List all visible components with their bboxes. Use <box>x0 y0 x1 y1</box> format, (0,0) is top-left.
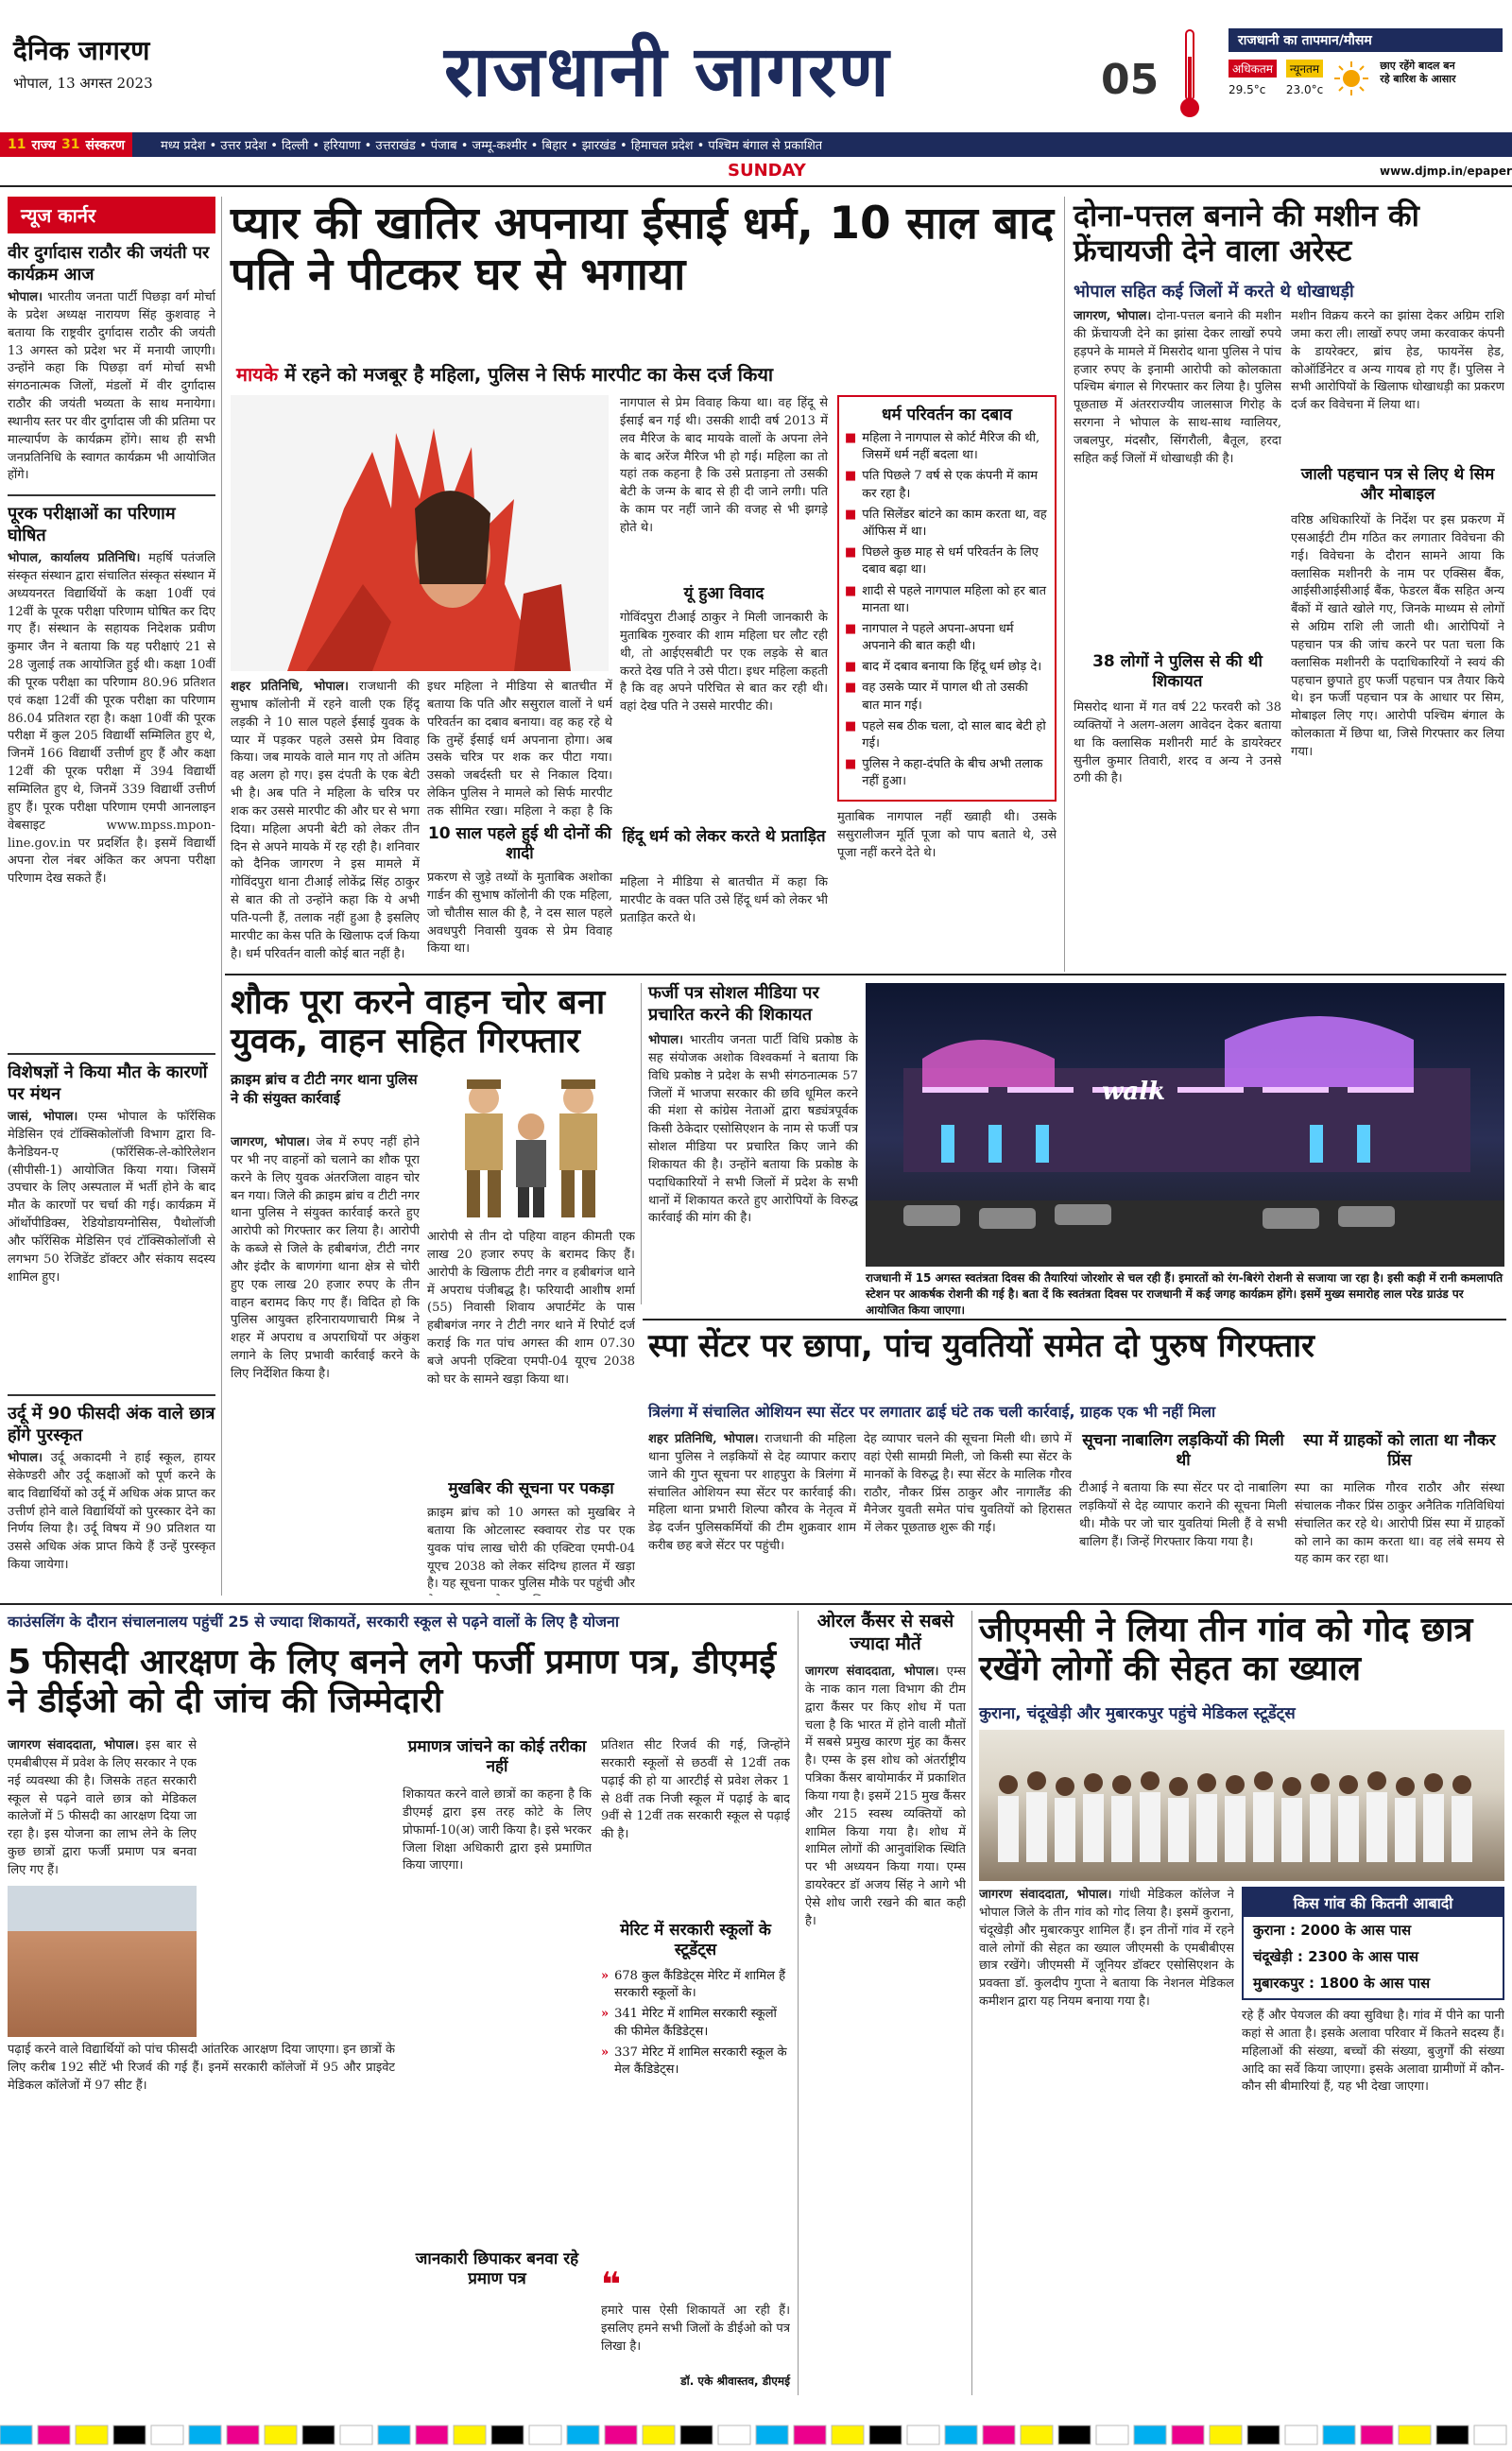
reservation-col4-text: प्रतिशत सीट रिजर्व की गई, जिन्होंने सरकारी स्कूलों से छठवीं से 12वीं तक पढ़ाई की हो या आरटीई से प्रवेश लेकर 1 से 8वीं तक निजी स्कूल में पढ़ाई के बाद 9वीं से 12वीं तक सरकारी स्कूल से पढ़ाई की है। <box>601 1738 790 1842</box>
corner-item <box>8 243 215 483</box>
registration-swatch <box>1361 2425 1393 2444</box>
vehicle-col2b-text: क्राइम ब्रांच को 10 अगस्त को मुखबिर ने बताया कि ओटलास्ट स्क्वायर रोड पर एक युवक पांच लाख चोरी की एक्टिवा एमपी-04 यूएच 2038 को लेकर संदिग्ध हालत में खड़ा है। यह सूचना पाकर पुलिस मौके पर पहुंची और <box>427 1506 635 1592</box>
news-corner-title: न्यूज कार्नर <box>8 197 215 233</box>
spa-col3 <box>1079 1480 1287 1596</box>
badge-pages: 11 <box>8 137 26 152</box>
registration-swatch <box>605 2425 637 2444</box>
arrest-col1-sub: 38 लोगों ने पुलिस से की थी शिकायत <box>1092 652 1263 692</box>
fakefir-body <box>648 1032 858 1306</box>
village-box <box>1242 1887 1504 2000</box>
max-label: अधिकतम <box>1228 60 1277 78</box>
badge-word: संस्करण <box>85 137 125 153</box>
corner-text <box>8 1450 215 1596</box>
lead-col3c-text: महिला ने मीडिया से बातचीत में कहा कि मारपीट के वक्त पति उसे हिंदू धर्म को लेकर भी प्रताड़ित करते थे। <box>620 875 828 925</box>
bullet-icon: ■ <box>845 681 857 696</box>
registration-swatch <box>643 2425 675 2444</box>
spa-subhead: त्रिलंगा में संचालित ओशियन स्पा सेंटर पर लगातार ढाई घंटे तक चली कार्रवाई, ग्राहक एक भी नहीं मिला <box>648 1403 1216 1421</box>
color-registration-strip <box>0 2420 1512 2451</box>
vehicle-col1 <box>231 1134 420 1512</box>
thermometer-icon <box>1179 28 1200 119</box>
registration-swatch <box>832 2425 864 2444</box>
reservation-headline: 5 फीसदी आरक्षण के लिए बनने लगे फर्जी प्रमाण पत्र, डीएमई ने डीईओ को दी जांच की जिम्मेदारी <box>8 1643 776 1721</box>
reservation-col4 <box>601 1737 790 1917</box>
lead-col2b-text: प्रकरण से जुड़े तथ्यों के मुताबिक अशोका गार्डन की सुभाष कॉलोनी की एक महिला, जो चौतीस साल की है, ने दस साल पहले अवधपुरी निवासी युवक से प्रेम विवाह किया था। <box>427 871 612 957</box>
registration-swatch <box>38 2425 70 2444</box>
registration-swatch <box>1172 2425 1204 2444</box>
registration-swatch <box>680 2425 713 2444</box>
conversion-point-text: पहले सब ठीक चला, दो साल बाद बेटी हो गई। <box>862 718 1046 751</box>
conversion-point <box>845 680 1049 714</box>
corner-headline: उर्दू में 90 फीसदी अंक वाले छात्र होंगे पुरस्कृत <box>8 1404 215 1445</box>
registration-swatch <box>718 2425 750 2444</box>
conversion-point <box>845 621 1049 655</box>
registration-swatch <box>1247 2425 1280 2444</box>
registration-swatch <box>227 2425 259 2444</box>
conversion-point <box>845 507 1049 541</box>
corner-dateline: जासं, भोपाल। <box>8 1110 78 1124</box>
merit-points <box>601 1968 790 2119</box>
merit-point-text: 337 मेरिट में शामिल सरकारी स्कूल के मेल कैंडिडेट्स। <box>614 2045 787 2077</box>
lead-col3c <box>620 874 828 967</box>
spa-col4-sub: स्पा में ग्राहकों को लाता था नौकर प्रिंस <box>1303 1431 1496 1471</box>
conversion-below-text: मुताबिक नागपाल नहीं ख्वाही थी। उसके ससुरालीजन मूर्ति पूजा को पाप बताते थे, उसे पूजा नहीं करने देते थे। <box>837 810 1057 860</box>
conversion-point-text: पति सिलेंडर बांटने का काम करता था, वह ऑफिस में था। <box>862 507 1047 539</box>
vehicle-headline: शौक पूरा करने वाहन चोर बना युवक, वाहन सहित गिरफ्तार <box>231 983 606 1062</box>
gmc-headline: जीएमसी ने लिया तीन गांव को गोद छात्र रखेंगे लोगों की सेहत का ख्याल <box>979 1611 1473 1689</box>
arrest-col2-text: मशीन विक्रय करने का झांसा देकर अग्रिम राशि जमा करा ली। लाखों रुपए जमा करवाकर कंपनी के डायरेक्टर, ब्रांच हेड, फायनेंस हेड, कोऑर्डिनेटर व अन्य गायब हो गए हैं। पुलिस ने सभी आरोपियों के खिलाफ धोखाधड़ी का प्रकरण दर्ज कर विवेचना में लिया था। <box>1291 309 1504 413</box>
bullet-icon: ■ <box>845 507 857 522</box>
lead-col2-sub: 10 साल पहले हुई थी दोनों की शादी <box>427 824 612 864</box>
registration-swatch <box>907 2425 939 2444</box>
fakefir-dateline: भोपाल। <box>648 1033 683 1047</box>
lead-col2 <box>427 679 612 820</box>
gmc-col2 <box>1242 2008 1504 2391</box>
station-sign: walk <box>1102 1078 1166 1106</box>
registration-swatch <box>1323 2425 1355 2444</box>
bullet-icon: ■ <box>845 545 857 561</box>
registration-swatch <box>378 2425 410 2444</box>
conversion-box-title: धर्म परिवर्तन का दबाव <box>881 406 1012 424</box>
registration-swatch <box>1399 2425 1431 2444</box>
fakefir-text: भारतीय जनता पार्टी विधि प्रकोष्ठ के सह संयोजक अशोक विश्वकर्मा ने बताया कि विधि प्रकोष्ठ ने प्रदेश के सभी संगठनात्मक 57 जिलों में भाजपा सरकार की छवि धूमिल करने की मंशा से कांग्रेस नेताओं द्वारा षड्यंत्रपूर्वक किसी ठेकेदार एसोसिएशन के नाम से फर्जी पत्र सोशल मीडिया पर प्रचारित किए जाने की शिकायत की है। उन्होंने बताया कि प्रकोष्ठ के पदाधिकारियों ने सभी जिलों में प्रदेश के सभी थानों में शिकायत करते हुए आरोपियों के विरुद्ध कार्रवाई की मांग की है। <box>648 1033 858 1226</box>
bullet-icon: ■ <box>845 469 857 484</box>
lead-col2b <box>427 870 612 967</box>
arrest-headline: दोना-पत्तल बनाने की मशीन की फ्रेंचायजी देने वाला अरेस्ट <box>1074 198 1419 268</box>
conversion-points <box>845 430 1049 791</box>
corner-item <box>8 1394 215 1596</box>
corner-body: उर्दू अकादमी ने हाई स्कूल, हायर सेकेण्डरी और उर्दू कक्षाओं को पूर्ण करने के बाद विद्यार्थियों को उर्दू में अधिक अंक प्राप्त कर उत्तीर्ण होने वाले विद्यार्थियों को पुरस्कार देने का निर्णय लिया है। उर्दू विषय में 90 प्रतिशत या उससे अधिक अंक प्राप्त किये हैं उन्हें पुरस्कृत किया जायेगा। <box>8 1451 215 1573</box>
column-divider <box>971 1611 972 2395</box>
reservation-col2-sub: प्रमाणत्र जांचने का कोई तरीका नहीं <box>407 1737 587 1777</box>
edition-date: भोपाल, 13 अगस्त 2023 <box>13 75 153 92</box>
registration-swatch <box>416 2425 448 2444</box>
arrest-col1b-text: मिसरोद थाना में गत वर्ष 22 फरवरी को 38 व्यक्तियों ने अलग-अलग आवेदन देकर बताया था कि क्लासिक मशीनरी मार्ट के डायरेक्टर सुनील कुमार तिवारी, शरद व अन्य ने उनसे ठगी की है। <box>1074 700 1281 786</box>
gmc-col2-text: रहे हैं और पेयजल की क्या सुविधा है। गांव में पीने का पानी कहां से आता है। इसके अलावा परिवार में कितने सदस्य हैं। महिलाओं की संख्या, बच्चों की संख्या, बुजुर्गों की संख्या आदि का सर्वे किया जाएगा। इसके अलावा ग्रामीणों में कौन-कौन सी बीमारियां हैं, यह भी देखा जाएगा। <box>1242 2009 1504 2095</box>
bullet-icon: ■ <box>845 757 857 772</box>
gmc-subhead: कुराना, चंदूखेड़ी और मुबारकपुर पहुंचे मेडिकल स्टूडेंट्स <box>979 1704 1296 1723</box>
corner-body: भारतीय जनता पार्टी पिछड़ा वर्ग मोर्चा के प्रदेश अध्यक्ष नारायण सिंह कुशवाह ने बताया कि राष्ट्रवीर दुर्गादास राठौर की जयंती 13 अगस्त को प्रदेश भर में मनायी जाएगी। उन्होंने कहा कि पिछड़ा वर्ग मोर्चा सभी संगठनात्मक जिलों, मंडलों में वीर दुर्गादास राठौर की जयंती भव्यता के साथ मनायेगा। स्थानीय स्तर पर वीर दुर्गादास जी की प्रतिमा पर माल्यार्पण के कार्यक्रम होंगे। साथ ही सभी जनप्रतिनिधि के स्वागत कार्यक्रम भी आयोजित होंगे। <box>8 290 215 483</box>
village-row: कुराना : 2000 के आस पास <box>1253 1922 1412 1939</box>
reservation-col2-text: पढ़ाई करने वाले विद्यार्थियों को पांच फीसदी आंतरिक आरक्षण दिया जाएगा। इन छात्रों के लिए करीब 192 सीटें भी रिजर्व की गई हैं। इनमें सरकारी कॉलेजों में 95 और प्राइवेट मेडिकल कॉलेजों में 97 सीट हैं। <box>8 2043 395 2093</box>
village-box-title: किस गांव की कितनी आबादी <box>1244 1889 1503 1917</box>
reservation-kicker: काउंसलिंग के दौरान संचालनालय पहुंचीं 25 से ज्यादा शिकायतें, सरकारी स्कूल से पढ़ने वालों के लिए है योजना <box>8 1613 620 1631</box>
arrest-dateline: जागरण, भोपाल। <box>1074 309 1152 323</box>
column-divider <box>1064 197 1065 972</box>
corner-text <box>8 1109 215 1383</box>
registration-swatch <box>76 2425 108 2444</box>
lead-headline: प्यार की खातिर अपनाया ईसाई धर्म, 10 साल बाद पति ने पीटकर घर से भगाया <box>231 198 1055 302</box>
bullet-icon: ■ <box>845 431 857 445</box>
corner-headline: पूरक परीक्षाओं का परिणाम घोषित <box>8 504 176 545</box>
corner-body: महर्षि पतंजलि संस्कृत संस्थान द्वारा संचालित संस्कृत संस्थान में अध्ययनरत विद्यार्थियों के कक्षा 10वीं एवं 12वीं के पूरक परीक्षा परिणाम घोषित कर दिए गए हैं। संस्थान के सहायक निदेशक प्रवीण कुमार जैन ने बताया कि यह परीक्षाएं 21 से 28 जुलाई तक आयोजित हुई थी। कक्षा 10वीं की पूरक परीक्षा का परिणाम 80.96 प्रतिशत एवं कक्षा 12वीं की पूरक परीक्षा का परिणाम 86.04 प्रतिशत रहा है। कक्षा 10वीं की पूरक परीक्षा में कुल 205 विद्यार्थी सम्मिलित हुए थे, जिनमें 166 विद्यार्थी उत्तीर्ण हुए हैं और कक्षा 12वीं की पूरक परीक्षा में 394 विद्यार्थी सम्मिलित हुए थे, जिनमें 339 विद्यार्थी उत्तीर्ण हुए हैं। पूरक परीक्षा परिणाम एमपी आनलाइन वेबसाइट www.mpss.mpon-line.gov.in पर प्रदर्शित है। इसमें विद्यार्थी अपना रोल नंबर अंकित कर अपना परीक्षा परिणाम देख सकते हैं। <box>8 551 215 887</box>
quote-text: हमारे पास ऐसी शिकायतें आ रही हैं। इसलिए हमने सभी जिलों के डीईओ को पत्र लिखा है। <box>601 2304 790 2354</box>
lead-subhead-rest: में रहने को मजबूर है महिला, पुलिस ने सिर्फ मारपीट का केस दर्ज किया <box>284 363 774 386</box>
column-divider <box>798 1611 799 2395</box>
reservation-col4-sub: मेरिट में सरकारी स्कूलों के स्टूडेंट्स <box>620 1921 771 1960</box>
registration-swatch <box>1474 2425 1506 2444</box>
fakefir-headline: फर्जी पत्र सोशल मीडिया पर प्रचारित करने की शिकायत <box>648 983 819 1025</box>
police-illustration <box>427 1070 635 1221</box>
weather-heading: राजधानी का तापमान/मौसम <box>1228 28 1503 52</box>
registration-swatch <box>265 2425 297 2444</box>
registration-swatch <box>1436 2425 1469 2444</box>
students-photo <box>979 1730 1504 1881</box>
registration-swatch <box>567 2425 599 2444</box>
lead-col1b-text: शनिवार को दैनिक जागरण ने इस मामले में गोविंदपुरा थाना टीआई लोकेंद्र सिंह ठाकुर से बात की तो उन्होंने कहा कि ये अभी पति-पत्नी हैं, तलाक नहीं हुआ है इसलिए मारपीट का केस पति के खिलाफ दर्ज किया है। धर्म परिवर्तन वाली कोई बात नहीं है। <box>231 839 420 961</box>
gmc-col1-text: गांधी मेडिकल कॉलेज ने भोपाल जिले के तीन गांव को गोद लिया है। इसमें कुराना, चंदूखेड़ी और मुबारकपुर शामिल हैं। इन तीनों गांव में रहने वाले लोगों की सेहत का ख्याल जीएमसी के एमबीबीएस छात्र रखेंगे। जीएमसी में जूनियर डॉक्टर एसोसिएशन के प्रवक्ता डॉ. कुलदीप गुप्ता ने बताया कि नेशनल मेडिकल कमीशन द्वारा यह नियम बनाया गया है। <box>979 1888 1234 2010</box>
conversion-point-text: महिला ने नागपाल से कोर्ट मैरिज की थी, जिसमें धर्म नहीं बदला था। <box>862 431 1040 463</box>
registration-swatch <box>794 2425 826 2444</box>
registration-swatch <box>983 2425 1015 2444</box>
corner-item <box>8 494 215 1042</box>
cancer-headline: ओरल कैंसर से सबसे ज्यादा मौतें <box>816 1611 954 1654</box>
conversion-point <box>845 659 1049 676</box>
spa-col4-text: स्पा का मालिक गौरव राठौर और संस्था संचालक नौकर प्रिंस ठाकुर अनैतिक गतिविधियां संचालित कर रहे थे। आरोपी प्रिंस स्पा में ग्राहकों को लाने का काम करता था। वह लंबे समय से यह काम कर रहा था। <box>1295 1481 1504 1567</box>
conversion-point-text: शादी से पहले नागपाल महिला को हर बात मानता था। <box>862 583 1047 615</box>
registration-swatch <box>869 2425 902 2444</box>
dme-quote <box>601 2266 790 2391</box>
conversion-point <box>845 468 1049 502</box>
gmc-col1 <box>979 1887 1234 2391</box>
reservation-col3 <box>403 1786 592 2070</box>
arrest-col2b <box>1291 512 1504 967</box>
spa-headline: स्पा सेंटर पर छापा, पांच युवतियों समेत दो पुरुष गिरफ्तार <box>648 1327 1314 1365</box>
website: www.djmp.in/epaper <box>1380 164 1512 178</box>
lead-col3 <box>620 395 828 579</box>
spa-col3-sub: सूचना नाबालिग लड़कियों की मिली थी <box>1082 1431 1284 1471</box>
registration-swatch <box>151 2425 183 2444</box>
lead-illustration <box>231 395 609 671</box>
arrest-col1b <box>1074 699 1281 967</box>
conversion-point <box>845 583 1049 617</box>
conversion-point <box>845 756 1049 790</box>
photo-caption: राजधानी में 15 अगस्त स्वतंत्रता दिवस की तैयारियां जोरशोर से चल रही हैं। इमारतों को रंग-बिरंगे रोशनी से सजाया जा रहा है। इसी कड़ी में रानी कमलापति स्टेशन पर आकर्षक रोशनी की गई है। बता दें कि स्वतंत्रता दिवस पर राजधानी में कई जगह कार्यक्रम होंगे। इसमें मुख्य समारोह लाल परेड ग्राउंड पर आयोजित किया जाएगा। <box>866 1271 1503 1317</box>
corner-headline: विशेषज्ञों ने किया मौत के कारणों पर मंथन <box>8 1062 208 1104</box>
merit-point <box>601 2006 790 2040</box>
conversion-point-text: पिछले कुछ माह से धर्म परिवर्तन के लिए दबाव बढ़ा था। <box>862 545 1039 578</box>
gmc-dateline: जागरण संवाददाता, भोपाल। <box>979 1888 1112 1902</box>
bullet-icon: ■ <box>845 583 857 598</box>
registration-swatch <box>945 2425 977 2444</box>
reservation-col3-text: शिकायत करने वाले छात्रों का कहना है कि डीएमई द्वारा इस तरह कोटे के लिए प्रोफार्मा-10(अ) जारी किया है। इसे भरकर जिला शिक्षा अधिकारी द्वारा इसे प्रमाणित किया जाएगा। <box>403 1787 592 1873</box>
vehicle-col2 <box>427 1229 635 1475</box>
cancer-dateline: जागरण संवाददाता, भोपाल। <box>805 1665 939 1679</box>
edition-bar <box>0 132 1512 157</box>
vehicle-subhead: क्राइम ब्रांच व टीटी नगर थाना पुलिस ने की संयुक्त कार्रवाई <box>231 1071 418 1108</box>
lead-col3b-text: गोविंदपुरा टीआई ठाकुर ने मिली जानकारी के मुताबिक गुरुवार की शाम महिला घर लौट रही थी, तो आईएसबीटी पर एक लड़के से बात करते देख पति ने उसे पीटा। इधर महिला कहती है कि वह अपने परिचित से बात कर रही थी। वहां देख पति ने उससे मारपीट की। <box>620 611 828 715</box>
reservation-dateline: जागरण संवाददाता, भोपाल। <box>8 1738 139 1752</box>
badge-num: 31 <box>60 137 80 152</box>
column-divider <box>221 197 222 1596</box>
quote-icon: ❝ <box>601 2266 622 2304</box>
merit-point <box>601 1968 790 2002</box>
lead-col3-text: नागपाल से प्रेम विवाह किया था। वह हिंदू से ईसाई बन गई थी। उसकी शादी वर्ष 2013 में लव मैरिज के बाद मायके वालों के अपना लेने के बाद अरेंज मैरिज भी हो गई। महिला का तो यहां तक कहना है कि उसे प्रताड़ना तो उसकी बेटी के जन्म के बाद से ही दी जाने लगी। पति के काम पर नहीं जाने की वजह से भी झगड़े होते थे। <box>620 396 828 535</box>
quote-by: डॉ. एके श्रीवास्तव, डीएमई <box>680 2374 790 2388</box>
section-rule <box>225 974 1506 975</box>
registration-swatch <box>1134 2425 1166 2444</box>
corner-body: एम्स भोपाल के फॉरेंसिक मेडिसिन एवं टॉक्सिकोलॉजी विभाग द्वारा वि-कैनेडियन-ए (फॉरेंसिक-ले-कोरिलेशन (सीपीसी-1) आयोजित किया गया। जिसमें उपचार के लिए अस्पताल में भर्ती होने के बाद मौत के कारणों पर चर्चा की गई। कार्यक्रम में ऑर्थोपीडिक्स, रेडियोडायग्नोसिस, पैथोलॉजी और फॉरेंसिक मेडिसिन एवं टॉक्सिकोलॉजी से लगभग 50 रेजिडेंट डॉक्टर और संकाय सदस्य शामिल हुए। <box>8 1110 215 1285</box>
village-row: मुबारकपुर : 1800 के आस पास <box>1253 1975 1431 1992</box>
registration-swatch <box>1021 2425 1053 2444</box>
conversion-point-text: नागपाल ने पहले अपना-अपना धर्म अपनाने की बात कही थी। <box>862 621 1014 654</box>
lead-col3-sub: यूं हुआ विवाद <box>683 584 765 603</box>
village-row: चंदूखेड़ी : 2300 के आस पास <box>1253 1948 1419 1965</box>
vehicle-col2-sub: मुखबिर की सूचना पर पकड़ा <box>448 1479 614 1498</box>
registration-swatch <box>756 2425 788 2444</box>
lead-dateline: शहर प्रतिनिधि, भोपाल। <box>231 680 349 694</box>
lead-subhead-red: मायके <box>236 363 279 386</box>
section-label: SUNDAY <box>728 161 806 181</box>
lead-col1 <box>231 679 420 967</box>
bullet-icon: ■ <box>845 660 857 675</box>
reservation-col3-sub: जानकारी छिपाकर बनवा रहे प्रमाण पत्र <box>415 2250 579 2289</box>
registration-swatch <box>0 2425 32 2444</box>
section-rule <box>643 1319 1506 1320</box>
arrest-col2-sub: जाली पहचान पत्र से लिए थे सिम और मोबाइल <box>1300 465 1495 505</box>
lead-col2-text: इधर महिला ने मीडिया से बातचीत में बताया कि पति और ससुराल वालों ने धर्म परिवर्तन का दबाव बनाया। वह कह रहे थे कि तुम्हें ईसाई धर्म अपनाना होगा। अब उसके चरित्र पर शक कर पीटा गया। उसको जबर्दस्ती घर से निकाल दिया। लेकिन पुलिस ने मामले को सिर्फ मारपीट तक सीमित रखा। महिला ने कहा है कि <box>427 680 612 819</box>
spa-col2 <box>864 1431 1072 1596</box>
news-corner <box>8 197 215 1596</box>
masthead-rule <box>0 185 1512 187</box>
arrow-icon: » <box>601 1969 610 1983</box>
conversion-point <box>845 718 1049 752</box>
registration-swatch <box>1285 2425 1317 2444</box>
registration-swatch <box>302 2425 335 2444</box>
registration-swatch <box>189 2425 221 2444</box>
lead-subhead <box>236 361 1058 387</box>
forecast: छाए रहेंगे बादल बन रहे बारिश के आसार <box>1380 60 1456 85</box>
lead-col3b <box>620 610 828 822</box>
page-number: 05 <box>1101 56 1160 104</box>
max-temp: 29.5°c <box>1228 83 1266 96</box>
min-temp: 23.0°c <box>1285 83 1324 96</box>
lead-col3-sub2: हिंदू धर्म को लेकर करते थे प्रताड़ित <box>622 827 826 846</box>
arrest-subhead: भोपाल सहित कई जिलों में करते थे धोखाधड़ी <box>1074 282 1354 302</box>
conversion-point-text: वह उसके प्यार में पागल थी तो उसकी बात मान गई। <box>862 681 1028 713</box>
min-label: न्यूनतम <box>1286 60 1323 78</box>
lead-col1-text: राजधानी की सुभाष कॉलोनी में रहने वाली एक हिंदू लड़की ने 10 साल पहले ईसाई युवक के प्यार में पड़कर पहले उससे प्रेम विवाह किया। जब मायके वाले मान गए तो अंतिम वह अलग हो गए। इस दंपती के एक बेटी भी है। अब पति ने महिला के चरित्र पर शक कर उससे मारपीट की और घर से भगा दिया। महिला अपनी बेटी को लेकर तीन दिन से अपने मायके में रह रही है। <box>231 680 420 854</box>
merit-point-text: 678 कुल कैंडिडेट्स मेरिट में शामिल हैं सरकारी स्कूलों के। <box>614 1969 785 2001</box>
arrest-col1 <box>1074 308 1281 648</box>
conversion-point-text: पुलिस ने कहा-दंपति के बीच अभी तलाक नहीं हुआ। <box>862 757 1043 789</box>
arrest-col2b-text: वरिष्ठ अधिकारियों के निर्देश पर इस प्रकरण में एसआईटी टीम गठित कर लगातार विवेचना की गई। विवेचना के दौरान सामने आया कि क्लासिक मशीनरी के नाम पर एक्सिस बैंक, आईसीआईसीआई बैंक, फेडरल बैंक सहित अन्य बैंकों में खाते खोले गए, जिनके माध्यम से लोगों से अग्रिम राशि ली जाती थी। आरोपियों ने पहचान पत्र की जांच करने पर पता चला कि क्लासिक मशीनरी के पदाधिकारियों ने स्वयं की पहचान छुपाते हुए फर्जी पहचान पत्र तैयार किये थे। इन फर्जी पहचान पत्र के आधार पर सिम, मोबाइल लिए गए। आरोपी पश्चिम बंगाल के कोलकाता में छिपा था, जिसे गिरफ्तार कर लिया गया। <box>1291 513 1504 759</box>
reservation-col1-rest <box>8 2042 395 2391</box>
vehicle-col2-text: आरोपी से तीन दो पहिया वाहन कीमती एक लाख 20 हजार रुपए के बरामद किए हैं। आरोपी के खिलाफ टीटी नगर व हबीबगंज थाने में अपराध पंजीबद्ध है। फरियादी आशीष शर्मा (55) निवासी शिवाय अपार्टमेंट के पास हबीबगंज नगर ने टीटी नगर थाने में रिपोर्ट दर्ज कराई कि गत पांच अगस्त की शाम 07.30 बजे अपनी एक्टिवा एमपी-04 यूएच 2038 को घर के सामने खड़ा किया था। <box>427 1230 635 1387</box>
arrest-col2 <box>1291 308 1504 459</box>
corner-text <box>8 289 215 483</box>
bullet-icon: ■ <box>845 718 857 734</box>
sun-icon <box>1332 60 1370 97</box>
corner-headline: वीर दुर्गादास राठौर की जयंती पर कार्यक्रम आज <box>8 243 210 285</box>
arrest-col1-text: दोना-पत्तल बनाने की मशीन की फ्रेंचायजी देने का झांसा देकर लाखों रुपये हड़पने के मामले में मिसरोद थाना पुलिस ने पांच हजार रुपए के इनामी आरोपी को कोलकाता पश्चिम बंगाल से गिरफ्तार कर लिया है। पुलिस पूछताछ में अंतरराज्यीय जालसाज गिरोह के सरगना ने भोपाल के साथ-साथ ग्वालियर, जबलपुर, मंदसौर, सिंगरौली, बैतूल, हरदा सहित कई जिलों में धोखाधड़ी की है। <box>1074 309 1281 466</box>
registration-swatch <box>491 2425 524 2444</box>
badge-state: राज्य <box>31 137 56 153</box>
reservation-col1-text: इस बार से एमबीबीएस में प्रवेश के लिए सरकार ने एक नई व्यवस्था की है। जिसके तहत सरकारी स्कूल से पढ़ने वाले छात्र को मेडिकल कालेजों में 5 फीसदी का आरक्षण दिया जा रहा है। इस योजना का लाभ लेने के लिए कुछ छात्रों द्वारा फर्जी प्रमाण पत्र बनवा लिए गए हैं। <box>8 1738 197 1877</box>
conversion-box <box>837 395 1057 802</box>
section-rule <box>0 1603 1512 1605</box>
registration-swatch <box>529 2425 561 2444</box>
edition-badge <box>0 132 132 157</box>
corner-dateline: भोपाल, कार्यालय प्रतिनिधि। <box>8 551 141 565</box>
section-title: राजधानी जागरण <box>444 31 891 112</box>
merit-point <box>601 2045 790 2079</box>
registration-swatch <box>1096 2425 1128 2444</box>
merit-point-text: 341 मेरिट में शामिल सरकारी स्कूलों की फीमेल कैंडिडेट्स। <box>614 2007 777 2039</box>
conversion-point <box>845 544 1049 578</box>
registration-swatch <box>113 2425 146 2444</box>
registration-swatch <box>1058 2425 1091 2444</box>
corner-item <box>8 1053 215 1383</box>
bullet-icon: ■ <box>845 621 857 636</box>
cancer-text: एम्स के नाक कान गला विभाग की टीम द्वारा कैंसर पर किए शोध में पता चला है कि भारत में होने वाली मौतों में सबसे प्रमुख कारण मुंह का कैंसर है। एम्स के इस शोध को अंतर्राष्ट्रीय पत्रिका कैंसर बायोमार्कर में प्रकाशित किया गया है। इसमें 215 मुख कैंसर और 215 स्वस्थ व्यक्तियों को शामिल किया गया है। शोध में शामिल लोगों की आनुवांशिक स्थिति पर भी अध्ययन किया गया। एम्स डायरेक्टर डॉ अजय सिंह ने आगे भी ऐसे शोध जारी रखने की बात कही है। <box>805 1665 966 1928</box>
registration-swatch <box>340 2425 372 2444</box>
arrow-icon: » <box>601 2045 610 2060</box>
corner-dateline: भोपाल। <box>8 290 43 304</box>
registration-swatch <box>1210 2425 1242 2444</box>
conversion-point <box>845 430 1049 464</box>
vehicle-col2b <box>427 1505 635 1596</box>
conversion-point-text: पति पिछले 7 वर्ष से एक कंपनी में काम कर रहा है। <box>862 469 1039 501</box>
corner-dateline: भोपाल। <box>8 1451 43 1465</box>
registration-swatch <box>454 2425 486 2444</box>
college-photo <box>8 1886 197 2037</box>
spa-col2-text: देह व्यापार चलने की सूचना मिली थी। छापे में वहां ऐसी सामग्री मिली, जो किसी स्पा सेंटर के मानकों के विरुद्ध है। स्पा सेंटर के मालिक गौरव राठौर, नौकर प्रिंस ठाकुर और नागालैंड की मैनेजर युवती समेत पांच युवतियों को हिरासत में लेकर पूछताछ शुरू की गई। <box>864 1432 1072 1536</box>
station-photo <box>866 983 1504 1267</box>
spa-col1-text: राजधानी की महिला थाना पुलिस ने लड़कियों से देह व्यापार कराए जाने की गुप्त सूचना पर शाहपुरा के त्रिलंगा में संचालित ओशियन स्पा सेंटर पर कार्रवाई की। महिला थाना प्रभारी शिल्पा कौरव के नेतृत्व में डेढ़ दर्जन पुलिसकर्मियों की टीम शुक्रवार शाम करीब छह बजे सेंटर पर पहुंची। <box>648 1432 856 1554</box>
reservation-col1 <box>8 1737 197 1879</box>
arrow-icon: » <box>601 2007 610 2022</box>
spa-dateline: शहर प्रतिनिधि, भोपाल। <box>648 1432 759 1446</box>
column-divider <box>641 983 642 1304</box>
masthead <box>0 0 1512 132</box>
weather-panel <box>1228 28 1503 123</box>
spa-col1 <box>648 1431 856 1596</box>
vehicle-col1-text: जेब में रुपए नहीं होने पर भी नए वाहनों को चलाने का शौक पूरा करने के लिए युवक अंतरजिला वाहन चोर बन गया। जिले की क्राइम ब्रांच व टीटी नगर थाना पुलिस ने संयुक्त कार्रवाई करते हुए आरोपी को गिरफ्तार कर लिया है। आरोपी के कब्जे से जिले के हबीबगंज, टीटी नगर और इंदौर के बाणगंगा थाना क्षेत्र से चोरी हुए एक लाख 20 हजार रुपए के तीन वाहन बरामद किए गए हैं। विदित हो कि पुलिस आयुक्त हरिनारायणाचारी मिश्र ने शहर में अपराध व अपराधियों पर अंकुश लगाने के लिए प्रभावी कार्रवाई करने के लिए निर्देशित किया है। <box>231 1135 420 1381</box>
corner-text <box>8 550 215 1042</box>
paper-name: दैनिक जागरण <box>13 35 150 66</box>
conversion-below <box>837 809 1057 967</box>
cancer-body <box>805 1664 966 2391</box>
vehicle-dateline: जागरण, भोपाल। <box>231 1135 310 1149</box>
conversion-point-text: बाद में दबाव बनाया कि हिंदू धर्म छोड़ दे। <box>862 660 1042 675</box>
published-from: मध्य प्रदेश • उत्तर प्रदेश • दिल्ली • हरियाणा • उत्तराखंड • पंजाब • जम्मू-कश्मीर • बिहार • झारखंड • हिमाचल प्रदेश • पश्चिम बंगाल से प्रकाशित <box>160 139 823 153</box>
spa-col3-text: टीआई ने बताया कि स्पा सेंटर पर दो नाबालिग लड़कियों से देह व्यापार कराने की सूचना मिली थी। मौके पर जो चार युवतियां मिली हैं वे सभी बालिग हैं। जिन्हें गिरफ्तार किया गया है। <box>1079 1481 1287 1549</box>
spa-col4 <box>1295 1480 1504 1596</box>
